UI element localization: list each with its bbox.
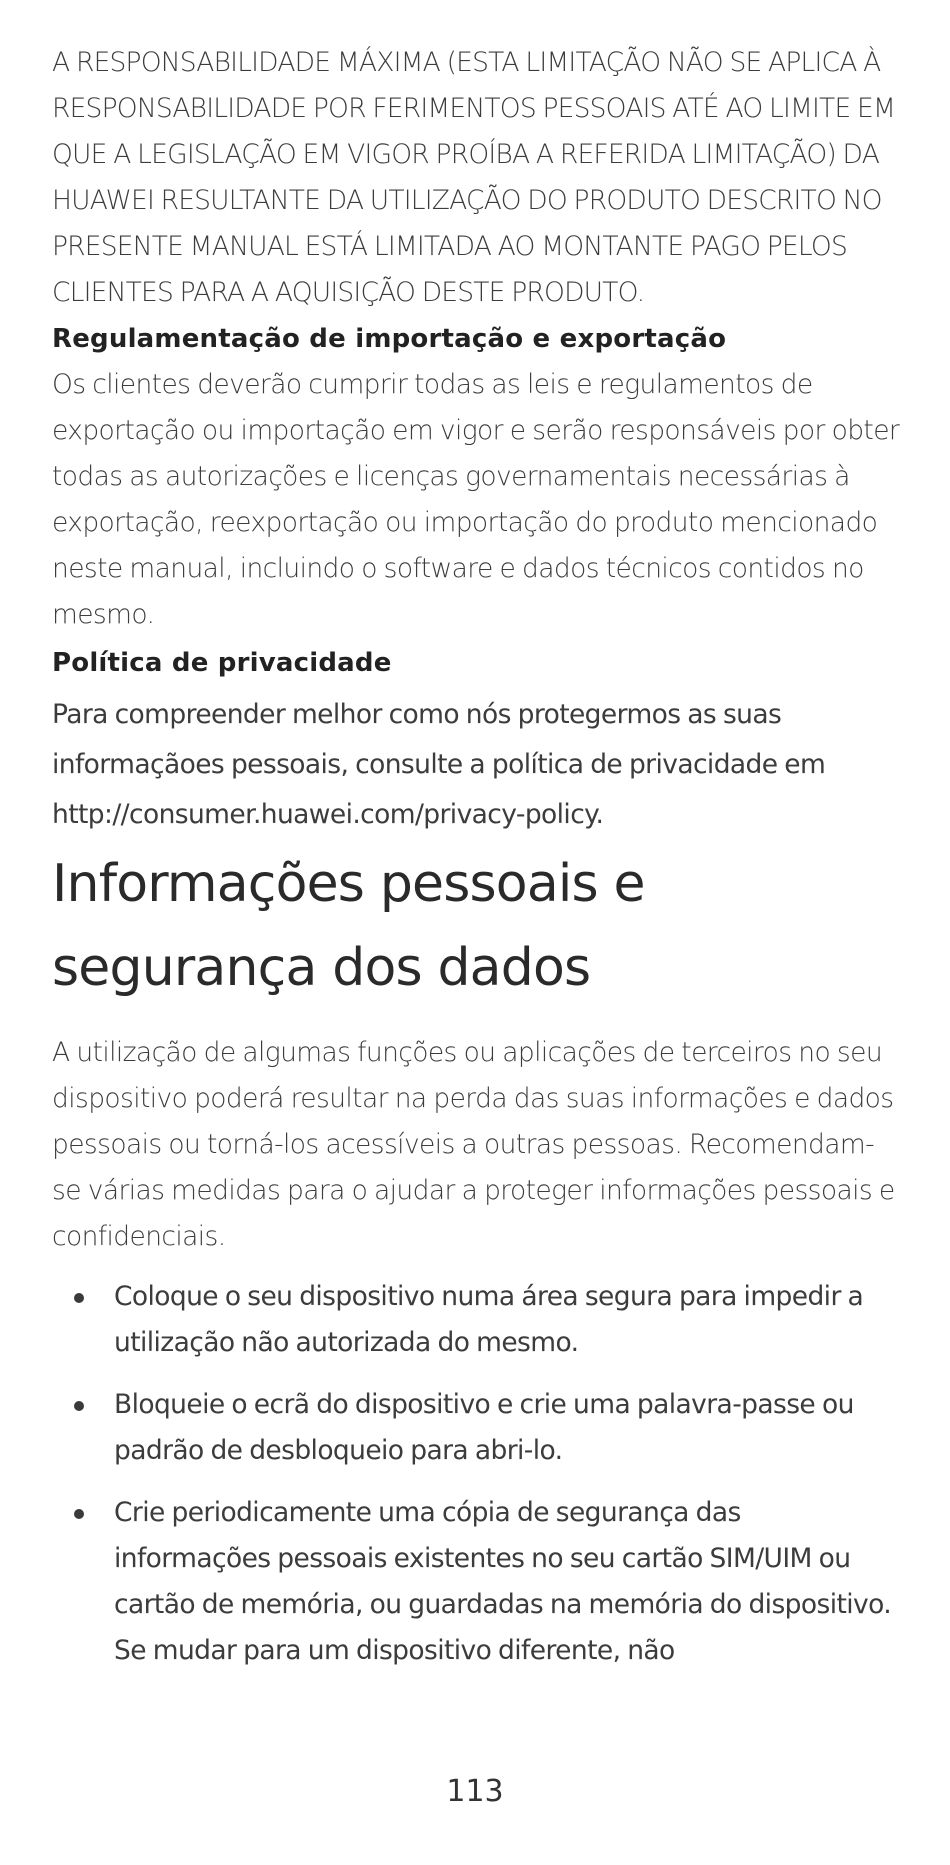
privacy-policy-body — [52, 690, 902, 840]
data-security-intro: A utilização de algumas funções ou aplicações de terceiros no seu dispositivo poderá resultar na perda das suas informações e dados pessoais ou torná-los acessíveis a outras pessoas. Recomendam-se várias medidas para o ajudar a proteger informações pessoais e confidenciais. — [52, 1037, 895, 1252]
list-item-text: Crie periodicamente uma cópia de segurança das informações pessoais existentes no seu cartão SIM/UIM ou cartão de memória, ou guardadas na memória do dispositivo. Se mudar para um dispositivo diferente, não — [114, 1497, 892, 1666]
section-title: Informações pessoais e segurança dos dados — [52, 854, 645, 998]
list-item — [52, 1382, 902, 1474]
privacy-policy-text: Para compreender melhor como nós protegermos as suas informaçãoes pessoais, consulte a política de privacidade em — [52, 699, 826, 780]
bullet-icon — [74, 1293, 84, 1303]
page-number: 113 — [446, 1774, 504, 1809]
list-item — [52, 1490, 902, 1674]
bullet-icon — [74, 1509, 84, 1519]
import-export-heading: Regulamentação de importação e exportação — [52, 324, 727, 354]
privacy-policy-link[interactable]: http://consumer.huawei.com/privacy-policy — [52, 799, 596, 830]
privacy-policy-end: . — [595, 799, 604, 830]
list-item-text: Coloque o seu dispositivo numa área segura para impedir a utilização não autorizada do mesmo. — [114, 1281, 864, 1358]
manual-page — [52, 40, 902, 1690]
list-item-text: Bloqueie o ecrã do dispositivo e crie uma palavra-passe ou padrão de desbloqueio para abri-lo. — [114, 1389, 854, 1466]
import-export-body: Os clientes deverão cumprir todas as leis e regulamentos de exportação ou importação em vigor e serão responsáveis por obter todas as autorizações e licenças governamentais necessárias à exportação, reexportação ou importação do produto mencionado neste manual, incluindo o software e dados técnicos contidos no mesmo. — [52, 369, 900, 630]
bullet-icon — [74, 1401, 84, 1411]
liability-paragraph: A RESPONSABILIDADE MÁXIMA (ESTA LIMITAÇÃO NÃO SE APLICA À RESPONSABILIDADE POR FERIMENTOS PESSOAIS ATÉ AO LIMITE EM QUE A LEGISLAÇÃO EM VIGOR PROÍBA A REFERIDA LIMITAÇÃO) DA HUAWEI RESULTANTE DA UTILIZAÇÃO DO PRODUTO DESCRITO NO PRESENTE MANUAL ESTÁ LIMITADA AO MONTANTE PAGO PELOS CLIENTES PARA A AQUISIÇÃO DESTE PRODUTO. — [52, 47, 896, 308]
privacy-policy-heading: Política de privacidade — [52, 648, 392, 678]
security-measures-list — [52, 1274, 902, 1674]
list-item — [52, 1274, 902, 1366]
